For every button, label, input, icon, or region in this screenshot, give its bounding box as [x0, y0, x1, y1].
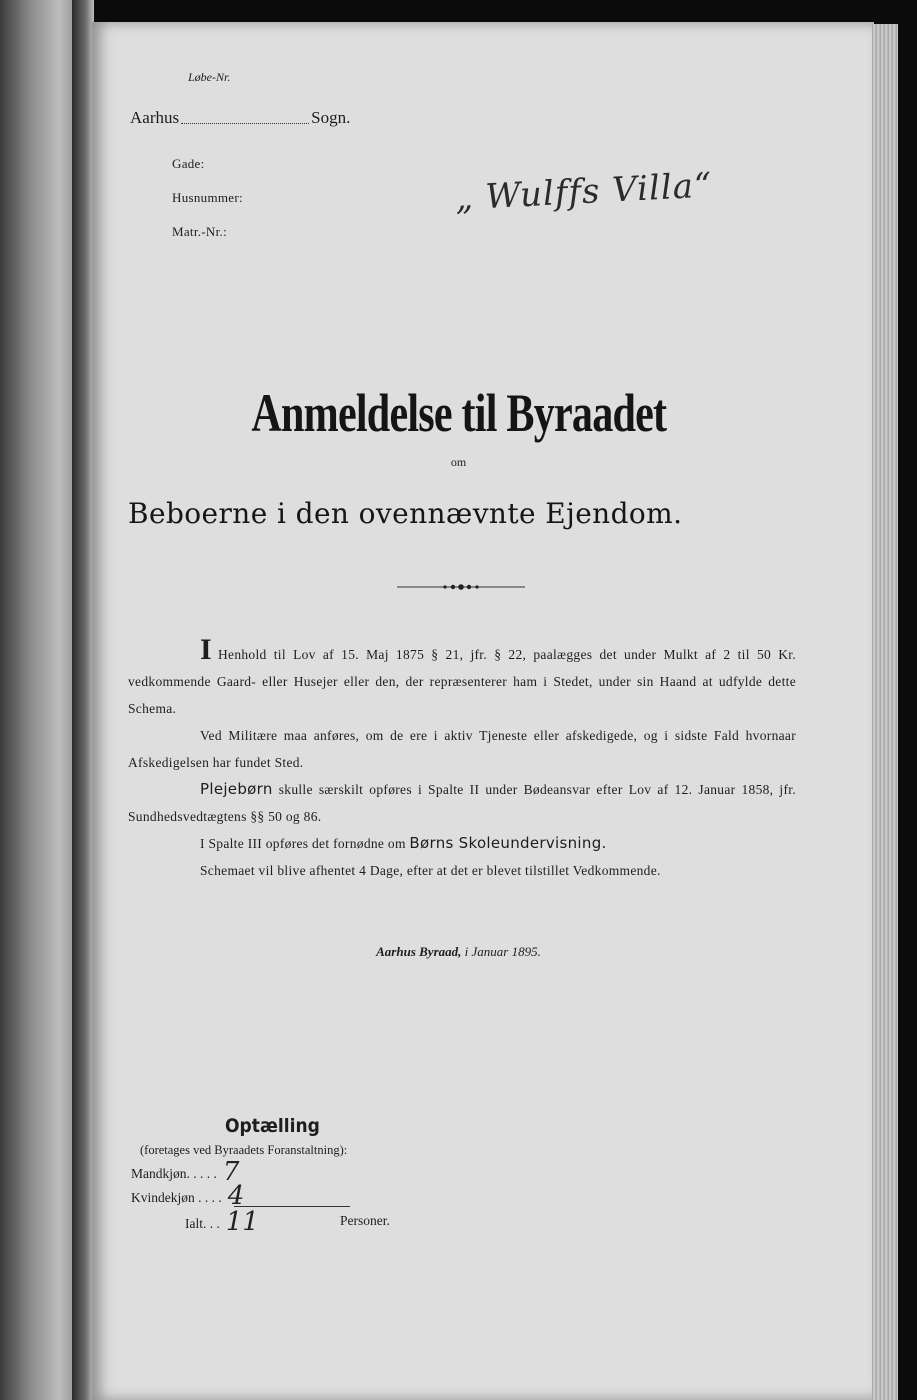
signoff-date: i Januar 1895.: [461, 944, 541, 959]
paragraph-5: Schemaet vil blive afhentet 4 Dage, efter at det er blevet tilstillet Vedkommende.: [200, 863, 661, 878]
paragraph-1-text: Henhold til Lov af 15. Maj 1875 § 21, jfr. § 22, paalægges det under Mulkt af 2 til 50 Kr. vedkommende Gaard- eller Husejer eller den, der repræsenterer ham i Stedet, under sin Haand at udfylde dette Schema.: [128, 647, 796, 716]
ialt-row: [185, 1207, 259, 1237]
paragraph-3-text: skulle særskilt opføres i Spalte II under Bødeansvar efter Lov af 12. Januar 1858, jfr. Sundhedsvedtægtens §§ 50 og 86.: [128, 782, 796, 824]
gade-label: Gade:: [172, 156, 205, 171]
bleed-through-ghost: [220, 250, 226, 274]
paragraph-2: Ved Militære maa anføres, om de ere i aktiv Tjeneste eller afskedigede, og i sidste Fald hvornaar Afskedigelsen har fundet Sted.: [128, 728, 796, 770]
paragraph-1: [128, 633, 796, 722]
paragraph-3: [128, 776, 796, 830]
paragraph-4-text: I Spalte III opføres det fornødne om: [200, 836, 410, 851]
mandkjon-label: Mandkjøn. . . . .: [131, 1166, 217, 1181]
kvindekjon-row: [131, 1181, 245, 1211]
om-word: om: [450, 455, 467, 469]
plejeborn-emphasis: Plejebørn: [200, 780, 273, 798]
document-title: Anmeldelse til Byraadet: [251, 383, 667, 443]
parish-fill-line: [181, 123, 309, 124]
mandkjon-row: [131, 1157, 240, 1187]
matr-nr-label: Matr.-Nr.:: [172, 224, 227, 239]
skoleundervisning-emphasis: Børns Skoleundervisning.: [409, 834, 607, 852]
regulation-text: [128, 633, 796, 884]
page-stack-edges: [872, 24, 898, 1400]
document-subtitle: Beboerne i den ovennævnte Ejendom.: [128, 497, 683, 530]
ialt-value: 11: [225, 1207, 259, 1237]
husnummer-label: Husnummer:: [172, 190, 243, 205]
kvindekjon-label: Kvindekjøn . . . .: [131, 1190, 222, 1205]
parish-row: [130, 108, 350, 128]
mandkjon-value: 7: [222, 1157, 240, 1187]
book-gutter: [72, 0, 94, 1400]
ornament-divider: [397, 580, 525, 594]
drop-cap: I: [200, 633, 212, 666]
ialt-label: Ialt. . .: [185, 1216, 220, 1231]
signoff: [0, 944, 917, 960]
signoff-org: Aarhus Byraad,: [376, 944, 462, 959]
handwritten-address: „ Wulffs Villa“: [454, 165, 714, 219]
optaelling-note: (foretages ved Byraadets Foranstaltning):: [140, 1143, 348, 1157]
sogn-label: Sogn.: [311, 108, 351, 127]
city-label: Aarhus: [130, 108, 180, 127]
optaelling-title: Optælling: [225, 1115, 320, 1137]
paragraph-4: [128, 830, 796, 857]
left-page-edge: [0, 0, 74, 1400]
loebe-nr-label: Løbe-Nr.: [188, 70, 231, 84]
kvindekjon-value: 4: [227, 1181, 245, 1211]
personer-label: Personer.: [340, 1213, 390, 1228]
